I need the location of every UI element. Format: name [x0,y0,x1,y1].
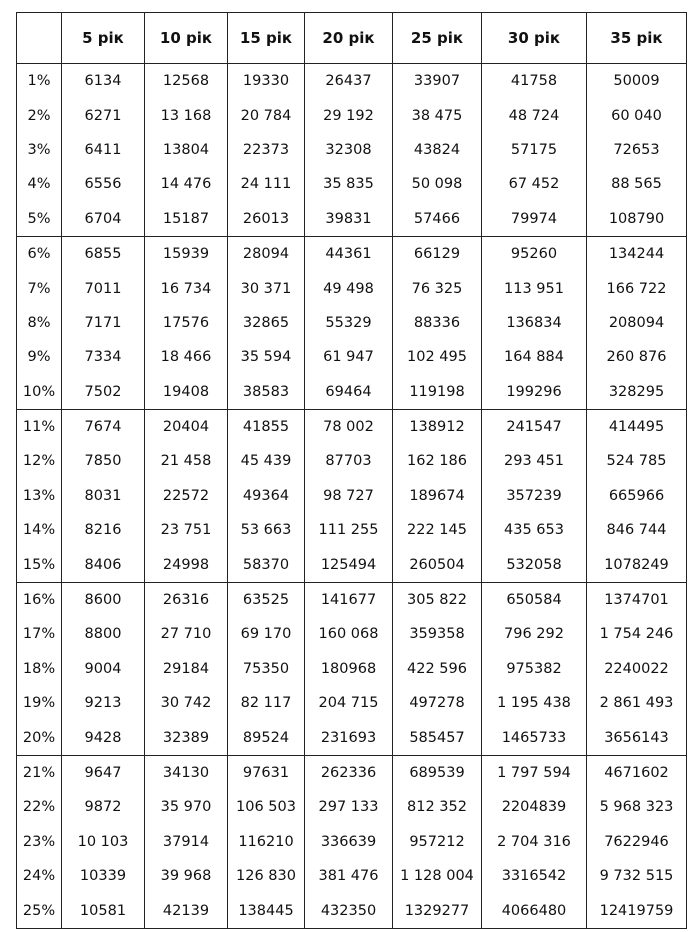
value-cell: 26013 [228,202,305,237]
value-cell: 17576 [145,306,228,340]
value-cell: 53 663 [228,513,305,547]
value-cell: 33907 [393,64,482,99]
value-cell: 50009 [587,64,687,99]
value-cell: 4066480 [482,893,587,928]
value-cell: 15939 [145,236,228,271]
value-cell: 414495 [587,409,687,444]
value-cell: 97631 [228,755,305,790]
rate-cell: 17% [17,617,62,651]
header-20-years: 20 рік [305,13,393,64]
value-cell: 60 040 [587,98,687,132]
value-cell: 61 947 [305,340,393,374]
value-cell: 7622946 [587,825,687,859]
value-cell: 69 170 [228,617,305,651]
value-cell: 260 876 [587,340,687,374]
value-cell: 57466 [393,202,482,237]
value-cell: 3656143 [587,720,687,755]
rate-cell: 2% [17,98,62,132]
value-cell: 957212 [393,825,482,859]
value-cell: 113 951 [482,271,587,305]
rate-cell: 12% [17,444,62,478]
value-cell: 9428 [62,720,145,755]
value-cell: 44361 [305,236,393,271]
value-cell: 27 710 [145,617,228,651]
value-cell: 108790 [587,202,687,237]
value-cell: 164 884 [482,340,587,374]
table-row [17,444,687,478]
value-cell: 35 970 [145,790,228,824]
value-cell: 16 734 [145,271,228,305]
value-cell: 111 255 [305,513,393,547]
value-cell: 20 784 [228,98,305,132]
value-cell: 9213 [62,686,145,720]
value-cell: 435 653 [482,513,587,547]
value-cell: 49 498 [305,271,393,305]
rate-cell: 3% [17,133,62,167]
value-cell: 208094 [587,306,687,340]
value-cell: 7850 [62,444,145,478]
value-cell: 10581 [62,893,145,928]
table-row [17,271,687,305]
value-cell: 1329277 [393,893,482,928]
value-cell: 19408 [145,375,228,410]
value-cell: 432350 [305,893,393,928]
value-cell: 38 475 [393,98,482,132]
value-cell: 20404 [145,409,228,444]
value-cell: 30 742 [145,686,228,720]
rate-cell: 20% [17,720,62,755]
value-cell: 2240022 [587,652,687,686]
header-15-years: 15 рік [228,13,305,64]
table-row [17,825,687,859]
rate-cell: 9% [17,340,62,374]
value-cell: 35 835 [305,167,393,201]
rate-cell: 10% [17,375,62,410]
table-body [17,64,687,929]
value-cell: 69464 [305,375,393,410]
rate-cell: 11% [17,409,62,444]
value-cell: 24998 [145,547,228,582]
value-cell: 88 565 [587,167,687,201]
table-row [17,755,687,790]
value-cell: 12419759 [587,893,687,928]
header-10-years: 10 рік [145,13,228,64]
value-cell: 7171 [62,306,145,340]
header-30-years: 30 рік [482,13,587,64]
value-cell: 262336 [305,755,393,790]
value-cell: 650584 [482,582,587,617]
value-cell: 1465733 [482,720,587,755]
rate-cell: 1% [17,64,62,99]
value-cell: 37914 [145,825,228,859]
table-row [17,409,687,444]
value-cell: 22572 [145,479,228,513]
value-cell: 665966 [587,479,687,513]
table-row [17,202,687,237]
table-row [17,236,687,271]
table-header [17,13,687,64]
value-cell: 23 751 [145,513,228,547]
value-cell: 87703 [305,444,393,478]
table-row [17,790,687,824]
value-cell: 689539 [393,755,482,790]
value-cell: 1078249 [587,547,687,582]
value-cell: 95260 [482,236,587,271]
value-cell: 6855 [62,236,145,271]
table-row [17,859,687,893]
value-cell: 241547 [482,409,587,444]
value-cell: 141677 [305,582,393,617]
value-cell: 21 458 [145,444,228,478]
value-cell: 19330 [228,64,305,99]
value-cell: 76 325 [393,271,482,305]
value-cell: 7674 [62,409,145,444]
rate-cell: 21% [17,755,62,790]
value-cell: 1374701 [587,582,687,617]
table-row [17,893,687,928]
value-cell: 32308 [305,133,393,167]
value-cell: 75350 [228,652,305,686]
value-cell: 6704 [62,202,145,237]
value-cell: 293 451 [482,444,587,478]
value-cell: 160 068 [305,617,393,651]
value-cell: 497278 [393,686,482,720]
value-cell: 381 476 [305,859,393,893]
value-cell: 162 186 [393,444,482,478]
value-cell: 180968 [305,652,393,686]
value-cell: 18 466 [145,340,228,374]
value-cell: 166 722 [587,271,687,305]
value-cell: 42139 [145,893,228,928]
value-cell: 106 503 [228,790,305,824]
header-5-years: 5 рік [62,13,145,64]
value-cell: 39 968 [145,859,228,893]
table-row [17,720,687,755]
value-cell: 10 103 [62,825,145,859]
value-cell: 32865 [228,306,305,340]
value-cell: 7502 [62,375,145,410]
value-cell: 1 797 594 [482,755,587,790]
value-cell: 812 352 [393,790,482,824]
value-cell: 35 594 [228,340,305,374]
value-cell: 6411 [62,133,145,167]
value-cell: 41855 [228,409,305,444]
rate-cell: 24% [17,859,62,893]
table-row [17,686,687,720]
table-row [17,547,687,582]
value-cell: 7011 [62,271,145,305]
value-cell: 975382 [482,652,587,686]
table-row [17,133,687,167]
value-cell: 63525 [228,582,305,617]
rate-cell: 6% [17,236,62,271]
value-cell: 3316542 [482,859,587,893]
value-cell: 29184 [145,652,228,686]
value-cell: 67 452 [482,167,587,201]
value-cell: 524 785 [587,444,687,478]
value-cell: 41758 [482,64,587,99]
value-cell: 88336 [393,306,482,340]
value-cell: 26316 [145,582,228,617]
value-cell: 422 596 [393,652,482,686]
value-cell: 116210 [228,825,305,859]
table-row [17,479,687,513]
table-row [17,652,687,686]
value-cell: 8800 [62,617,145,651]
value-cell: 28094 [228,236,305,271]
value-cell: 138445 [228,893,305,928]
header-row [17,13,687,64]
header-35-years: 35 рік [587,13,687,64]
value-cell: 6271 [62,98,145,132]
value-cell: 57175 [482,133,587,167]
table-row [17,167,687,201]
rate-cell: 22% [17,790,62,824]
value-cell: 189674 [393,479,482,513]
rate-cell: 13% [17,479,62,513]
table-row [17,98,687,132]
value-cell: 8600 [62,582,145,617]
value-cell: 82 117 [228,686,305,720]
table-row [17,513,687,547]
value-cell: 297 133 [305,790,393,824]
value-cell: 30 371 [228,271,305,305]
value-cell: 12568 [145,64,228,99]
value-cell: 136834 [482,306,587,340]
rate-cell: 19% [17,686,62,720]
value-cell: 204 715 [305,686,393,720]
value-cell: 9004 [62,652,145,686]
value-cell: 532058 [482,547,587,582]
value-cell: 2204839 [482,790,587,824]
rate-cell: 18% [17,652,62,686]
rate-cell: 7% [17,271,62,305]
value-cell: 78 002 [305,409,393,444]
rate-cell: 25% [17,893,62,928]
corner-cell [17,13,62,64]
value-cell: 336639 [305,825,393,859]
rate-cell: 5% [17,202,62,237]
value-cell: 846 744 [587,513,687,547]
value-cell: 119198 [393,375,482,410]
value-cell: 66129 [393,236,482,271]
value-cell: 58370 [228,547,305,582]
value-cell: 138912 [393,409,482,444]
value-cell: 29 192 [305,98,393,132]
table-row [17,582,687,617]
value-cell: 8406 [62,547,145,582]
value-cell: 26437 [305,64,393,99]
value-cell: 9872 [62,790,145,824]
value-cell: 39831 [305,202,393,237]
value-cell: 32389 [145,720,228,755]
value-cell: 8216 [62,513,145,547]
value-cell: 585457 [393,720,482,755]
rate-cell: 4% [17,167,62,201]
rate-cell: 15% [17,547,62,582]
value-cell: 15187 [145,202,228,237]
value-cell: 260504 [393,547,482,582]
value-cell: 9 732 515 [587,859,687,893]
value-cell: 4671602 [587,755,687,790]
value-cell: 2 704 316 [482,825,587,859]
value-cell: 79974 [482,202,587,237]
value-cell: 359358 [393,617,482,651]
value-cell: 6134 [62,64,145,99]
value-cell: 1 128 004 [393,859,482,893]
value-cell: 24 111 [228,167,305,201]
value-cell: 72653 [587,133,687,167]
value-cell: 89524 [228,720,305,755]
value-cell: 5 968 323 [587,790,687,824]
value-cell: 222 145 [393,513,482,547]
value-cell: 13804 [145,133,228,167]
value-cell: 125494 [305,547,393,582]
table-row [17,64,687,99]
rate-cell: 23% [17,825,62,859]
rate-cell: 8% [17,306,62,340]
value-cell: 98 727 [305,479,393,513]
value-cell: 55329 [305,306,393,340]
value-cell: 102 495 [393,340,482,374]
value-cell: 22373 [228,133,305,167]
value-cell: 45 439 [228,444,305,478]
value-cell: 1 195 438 [482,686,587,720]
value-cell: 231693 [305,720,393,755]
value-cell: 2 861 493 [587,686,687,720]
value-cell: 13 168 [145,98,228,132]
value-cell: 8031 [62,479,145,513]
rate-cell: 16% [17,582,62,617]
value-cell: 14 476 [145,167,228,201]
value-cell: 328295 [587,375,687,410]
value-cell: 357239 [482,479,587,513]
value-cell: 49364 [228,479,305,513]
table-row [17,617,687,651]
rates-table [16,12,687,929]
header-25-years: 25 рік [393,13,482,64]
table-row [17,340,687,374]
value-cell: 9647 [62,755,145,790]
value-cell: 199296 [482,375,587,410]
value-cell: 48 724 [482,98,587,132]
value-cell: 796 292 [482,617,587,651]
value-cell: 7334 [62,340,145,374]
value-cell: 34130 [145,755,228,790]
value-cell: 10339 [62,859,145,893]
value-cell: 50 098 [393,167,482,201]
table-row [17,306,687,340]
value-cell: 43824 [393,133,482,167]
value-cell: 134244 [587,236,687,271]
value-cell: 305 822 [393,582,482,617]
value-cell: 6556 [62,167,145,201]
value-cell: 38583 [228,375,305,410]
value-cell: 126 830 [228,859,305,893]
rate-cell: 14% [17,513,62,547]
value-cell: 1 754 246 [587,617,687,651]
table-row [17,375,687,410]
